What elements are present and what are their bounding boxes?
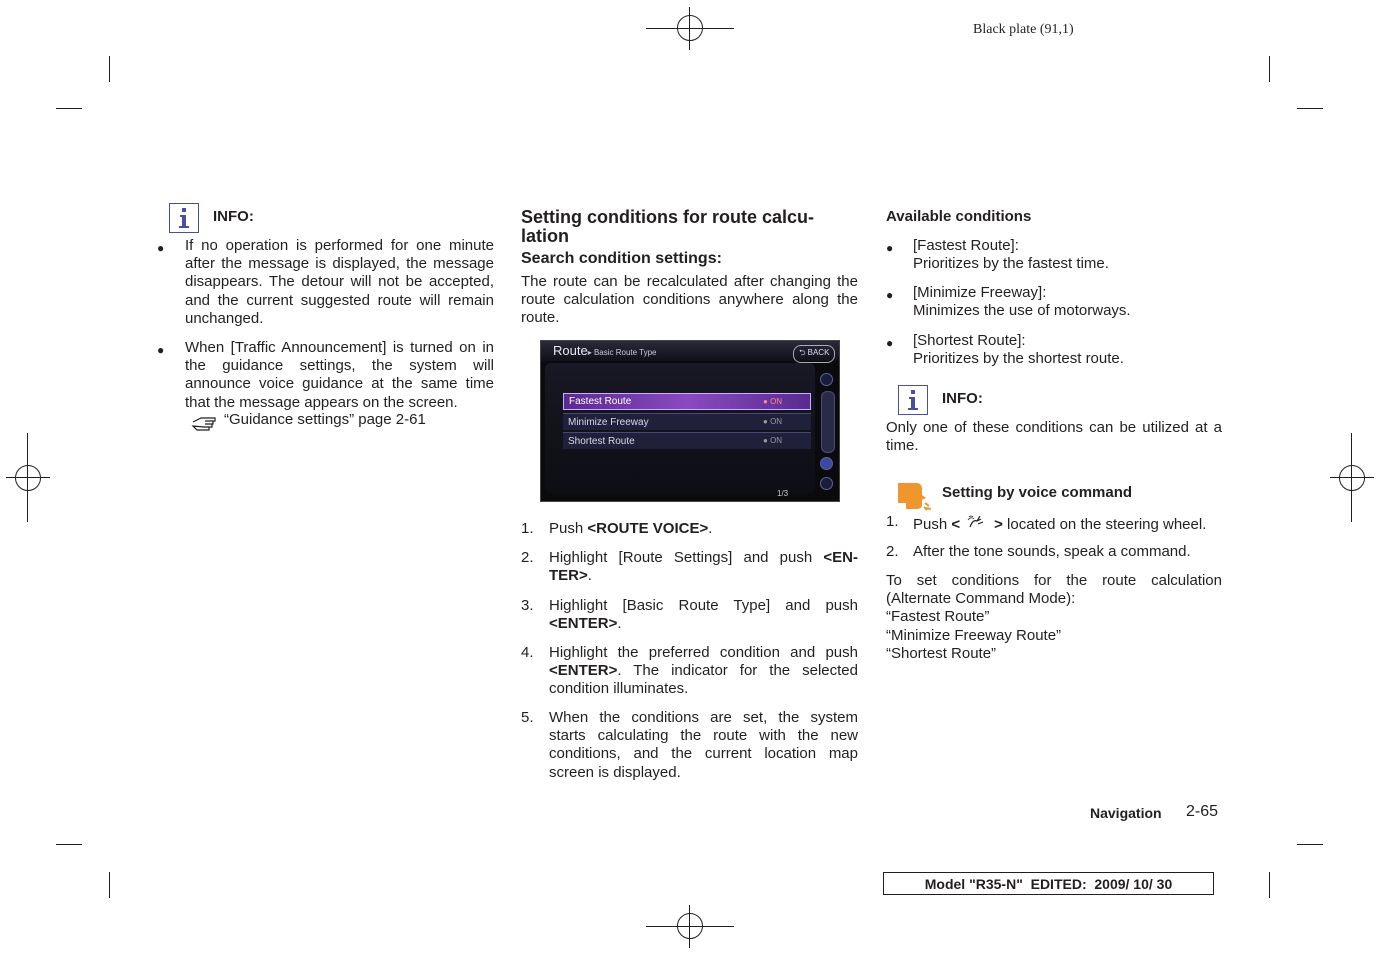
section-heading: [521, 208, 814, 246]
text-line: after the message is displayed, the message: [185, 255, 494, 273]
model-label: Model ": [924, 875, 976, 892]
key-bracket: >: [994, 516, 1003, 533]
bullet-dot: ●: [157, 343, 165, 357]
screen-row-label: Fastest Route: [569, 396, 632, 407]
scroll-down-button: [820, 457, 833, 470]
talk-switch-icon: [960, 513, 994, 534]
text: .: [617, 615, 622, 633]
text: .: [708, 520, 713, 537]
text-line: the guidance settings, the system will: [185, 357, 494, 375]
text-line: unchanged.: [185, 309, 264, 327]
info-icon: [898, 385, 928, 415]
key-name: TER>: [549, 567, 588, 585]
text-line: The route can be recalculated after changing the: [521, 273, 858, 290]
screen-title: [553, 343, 657, 358]
step-2: [549, 549, 858, 585]
subheading: Search condition settings:: [521, 250, 722, 267]
condition-shortest: [913, 332, 1124, 368]
nav-screen-image: [540, 340, 840, 502]
step-number: 1.: [521, 520, 534, 537]
model-code: R35-N: [975, 875, 1017, 892]
text: located on the steering wheel.: [1002, 516, 1207, 533]
text: When the conditions are set, the system: [549, 709, 858, 726]
screen-back-button: ⮌ BACK: [793, 345, 835, 363]
screen-indicator-off: ● ON: [763, 436, 783, 445]
step-5: [549, 709, 858, 782]
bullet-dot: ●: [157, 241, 165, 255]
voice-step-2: After the tone sounds, speak a command.: [913, 543, 1191, 560]
screen-indicator-text: ON: [770, 436, 783, 445]
key-name: <EN-: [823, 549, 858, 566]
voice-command: “Minimize Freeway Route”: [886, 626, 1062, 644]
step-number: 1.: [886, 513, 899, 530]
voice-command: “Shortest Route”: [886, 644, 997, 662]
step-number: 2.: [886, 543, 899, 560]
condition-minimize: [913, 284, 1131, 320]
text: .: [587, 567, 592, 585]
voice-heading: Setting by voice command: [942, 484, 1133, 501]
cross-reference: “Guidance settings” page 2-61: [224, 411, 426, 428]
text-line: If no operation is performed for one minute: [185, 237, 494, 254]
screen-row-label: Shortest Route: [568, 435, 635, 447]
condition-name: [Minimize Freeway]:: [913, 284, 1047, 301]
info-text: [886, 419, 1222, 455]
page-number: 2-65: [1186, 803, 1219, 820]
text: Highlight the preferred condition and push: [549, 644, 858, 661]
condition-name: [Fastest Route]:: [913, 237, 1019, 254]
info-bullet-1: [185, 237, 494, 328]
section-name: Navigation: [1090, 805, 1162, 821]
heading-line: lation: [521, 226, 569, 246]
heading-line: Setting conditions for route calcu-: [521, 207, 815, 227]
info-heading: INFO:: [213, 208, 254, 225]
text-line: time.: [886, 437, 919, 455]
condition-desc: Prioritizes by the shortest route.: [913, 350, 1124, 368]
text-line: When [Traffic Announcement] is turned on in: [185, 339, 494, 356]
edited-date: " EDITED: 2009/ 10/ 30: [1016, 875, 1173, 892]
condition-desc: Minimizes the use of motorways.: [913, 302, 1131, 320]
step-number: 2.: [521, 549, 534, 566]
step-4: [549, 644, 858, 699]
step-1: [549, 520, 858, 538]
screen-page-indicator: 1/3: [777, 489, 789, 498]
text: Push: [549, 520, 588, 537]
step-number: 3.: [521, 597, 534, 614]
text: screen is displayed.: [549, 763, 681, 781]
screen-indicator-text: ON: [770, 417, 783, 426]
plate-label: Black plate (91,1): [973, 22, 1074, 37]
voice-step-1: [913, 513, 1206, 534]
intro-paragraph: [521, 273, 858, 328]
step-3: [549, 597, 858, 633]
text-line: Only one of these conditions can be utilized at a: [886, 419, 1222, 436]
voice-command: “Fastest Route”: [886, 608, 990, 626]
voice-command-icon: [896, 481, 934, 516]
bullet-dot: ●: [886, 288, 894, 302]
text-line: route calculation conditions anywhere along the: [521, 291, 858, 309]
text-line: (Alternate Command Mode):: [886, 590, 1076, 608]
text: Push: [913, 516, 952, 533]
available-heading: Available conditions: [886, 208, 1032, 225]
text-line: disappears. The detour will not be accepted,: [185, 273, 494, 291]
scroll-up-button: [820, 373, 833, 386]
scroll-down-button: [820, 477, 833, 490]
screen-title-text: Route: [553, 343, 588, 358]
text-line: and the current suggested route will remain: [185, 291, 494, 309]
info-bullet-2: [185, 339, 494, 412]
bullet-dot: ●: [886, 241, 894, 255]
text-line: To set conditions for the route calculation: [886, 572, 1222, 589]
condition-name: [Shortest Route]:: [913, 332, 1026, 349]
screen-indicator-text: ON: [770, 397, 783, 406]
text-line: announce voice guidance at the same time: [185, 375, 494, 393]
text: condition illuminates.: [549, 680, 689, 698]
key-name: <ROUTE VOICE>: [587, 520, 709, 537]
step-number: 5.: [521, 709, 534, 726]
text: . The indicator for the selected: [617, 662, 858, 680]
key-name: <ENTER>: [549, 615, 618, 633]
screen-indicator-off: ● ON: [763, 417, 783, 426]
condition-fastest: [913, 237, 1109, 273]
text: starts calculating the route with the new: [549, 727, 858, 745]
alternate-mode-text: [886, 572, 1222, 663]
model-edited-box: [883, 872, 1214, 895]
text: Highlight [Route Settings] and push: [549, 549, 824, 566]
screen-subtitle: ▸ Basic Route Type: [587, 348, 657, 357]
text: conditions, and the current location map: [549, 745, 858, 763]
info-heading: INFO:: [942, 390, 983, 407]
key-bracket: <: [951, 516, 961, 533]
info-icon: [169, 203, 199, 233]
pointing-hand-icon: [191, 413, 221, 436]
key-name: <ENTER>: [549, 662, 618, 680]
step-number: 4.: [521, 644, 534, 661]
screen-row-label: Minimize Freeway: [568, 416, 649, 428]
condition-desc: Prioritizes by the fastest time.: [913, 255, 1109, 273]
screen-indicator-on: ● ON: [763, 397, 783, 406]
text-line: that the message appears on the screen.: [185, 393, 458, 411]
text-line: route.: [521, 309, 560, 327]
bullet-dot: ●: [886, 336, 894, 350]
text: Highlight [Basic Route Type] and push: [549, 597, 858, 614]
